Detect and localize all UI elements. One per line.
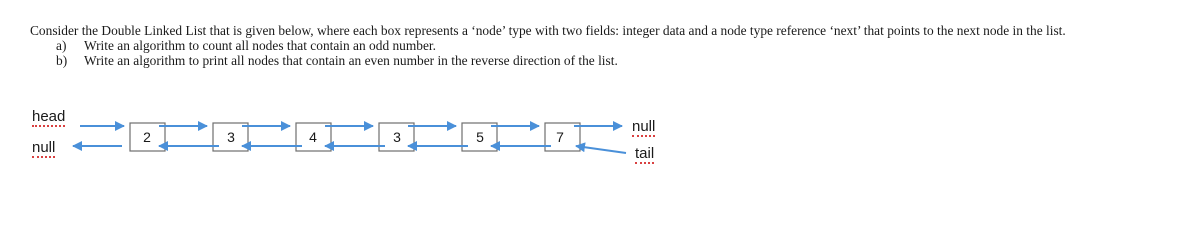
- tail-label-text: tail: [635, 145, 655, 162]
- node-value: 2: [143, 129, 151, 145]
- tail-label: [635, 146, 654, 162]
- item-marker-a: a): [56, 38, 67, 53]
- node-value: 3: [227, 129, 235, 145]
- node-value: 3: [393, 129, 401, 145]
- question-block: [30, 23, 1195, 68]
- head-label: [32, 109, 65, 125]
- linked-list-graphic: [0, 100, 1200, 180]
- node-value: 7: [556, 129, 564, 145]
- linked-list-diagram: [0, 100, 1200, 180]
- null-left-label: [32, 140, 55, 156]
- item-marker-b: b): [56, 53, 68, 68]
- node-value: 4: [309, 129, 317, 145]
- item-text-a: Write an algorithm to count all nodes that contain an odd number.: [84, 38, 436, 53]
- head-label-text: head: [32, 108, 66, 125]
- question-item-b: [30, 53, 1195, 68]
- question-item-a: [30, 38, 1195, 53]
- null-right-label: [632, 119, 655, 135]
- item-text-b: Write an algorithm to print all nodes that contain an even number in the reverse direction of the list.: [84, 53, 618, 68]
- null-right-label-text: null: [632, 118, 656, 135]
- null-left-label-text: null: [32, 139, 56, 156]
- node-value: 5: [476, 129, 484, 145]
- question-intro: Consider the Double Linked List that is given below, where each box represents a ‘node’ type with two fields: integer data and a node type reference ‘next’ that points to the next node in the list.: [30, 23, 1066, 38]
- tail-arrow: [576, 146, 626, 153]
